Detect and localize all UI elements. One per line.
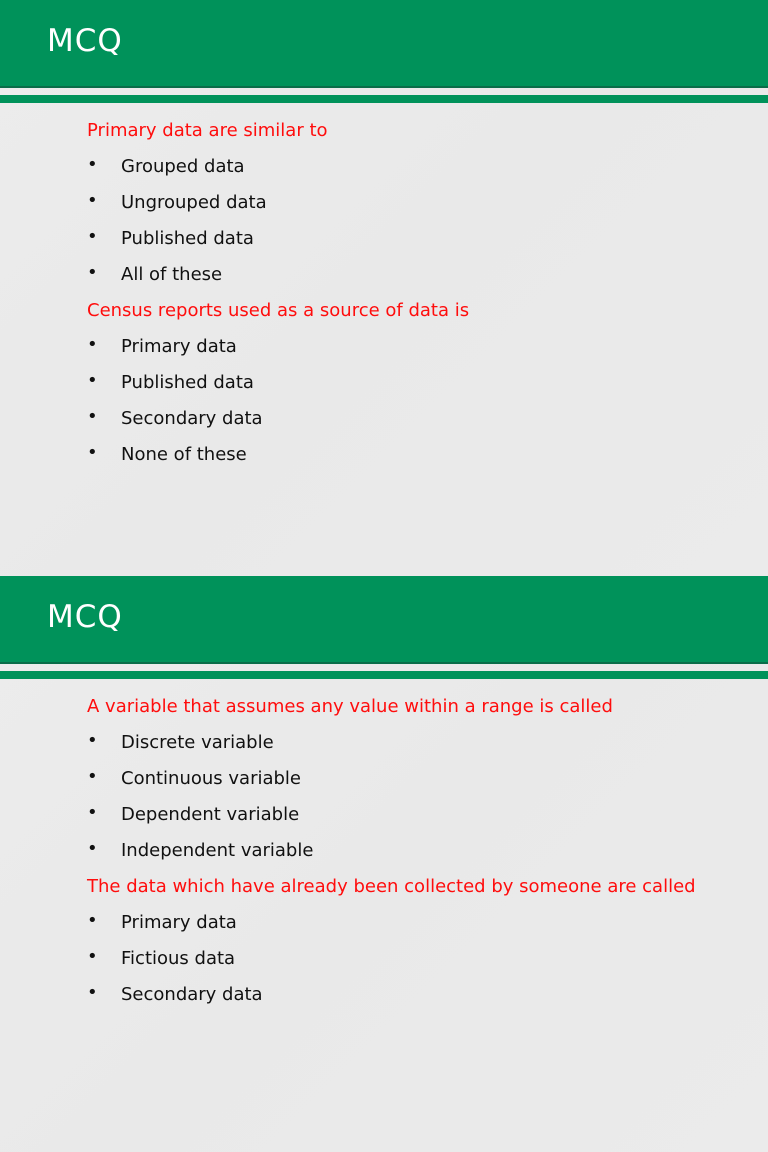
- option-item: [87, 262, 702, 288]
- bullet-icon: •: [87, 370, 98, 391]
- option-item: [87, 946, 702, 972]
- option-item: [87, 802, 702, 828]
- option-item: [87, 154, 702, 180]
- question-text: A variable that assumes any value within a range is called: [87, 696, 613, 717]
- bullet-icon: •: [87, 982, 98, 1003]
- option-list: [87, 334, 702, 468]
- slide-body: [87, 694, 702, 1018]
- option-label: Primary data: [121, 912, 237, 933]
- option-list: [87, 730, 702, 864]
- option-item: [87, 838, 702, 864]
- slide-title: MCQ: [47, 599, 123, 635]
- option-label: Grouped data: [121, 156, 245, 177]
- option-list: [87, 154, 702, 288]
- bullet-icon: •: [87, 190, 98, 211]
- bullet-icon: •: [87, 406, 98, 427]
- slide-header: [0, 0, 768, 88]
- option-item: [87, 226, 702, 252]
- option-label: Secondary data: [121, 984, 263, 1005]
- slide-header: [0, 576, 768, 664]
- header-rule: [0, 95, 768, 103]
- bullet-icon: •: [87, 262, 98, 283]
- question-text: Primary data are similar to: [87, 120, 328, 141]
- option-item: [87, 910, 702, 936]
- option-item: [87, 442, 702, 468]
- bullet-icon: •: [87, 946, 98, 967]
- bullet-icon: •: [87, 334, 98, 355]
- option-label: Published data: [121, 228, 254, 249]
- option-item: [87, 730, 702, 756]
- option-label: Fictious data: [121, 948, 236, 969]
- bullet-icon: •: [87, 838, 98, 859]
- option-label: All of these: [121, 264, 223, 285]
- header-rule: [0, 671, 768, 679]
- bullet-icon: •: [87, 802, 98, 823]
- bullet-icon: •: [87, 442, 98, 463]
- option-label: Secondary data: [121, 408, 263, 429]
- slide-2: [0, 576, 768, 1152]
- option-label: Dependent variable: [121, 804, 300, 825]
- option-item: [87, 190, 702, 216]
- option-label: Continuous variable: [121, 768, 301, 789]
- option-item: [87, 766, 702, 792]
- question-text: The data which have already been collected by someone are called: [87, 876, 696, 897]
- option-label: None of these: [121, 444, 247, 465]
- option-item: [87, 334, 702, 360]
- option-list: [87, 910, 702, 1008]
- slide-body: [87, 118, 702, 478]
- option-label: Published data: [121, 372, 254, 393]
- option-label: Primary data: [121, 336, 237, 357]
- option-label: Discrete variable: [121, 732, 274, 753]
- slide-title: MCQ: [47, 23, 123, 59]
- option-label: Ungrouped data: [121, 192, 267, 213]
- bullet-icon: •: [87, 154, 98, 175]
- option-item: [87, 370, 702, 396]
- question-text: Census reports used as a source of data is: [87, 300, 470, 321]
- option-item: [87, 982, 702, 1008]
- option-label: Independent variable: [121, 840, 314, 861]
- bullet-icon: •: [87, 766, 98, 787]
- bullet-icon: •: [87, 910, 98, 931]
- bullet-icon: •: [87, 226, 98, 247]
- bullet-icon: •: [87, 730, 98, 751]
- option-item: [87, 406, 702, 432]
